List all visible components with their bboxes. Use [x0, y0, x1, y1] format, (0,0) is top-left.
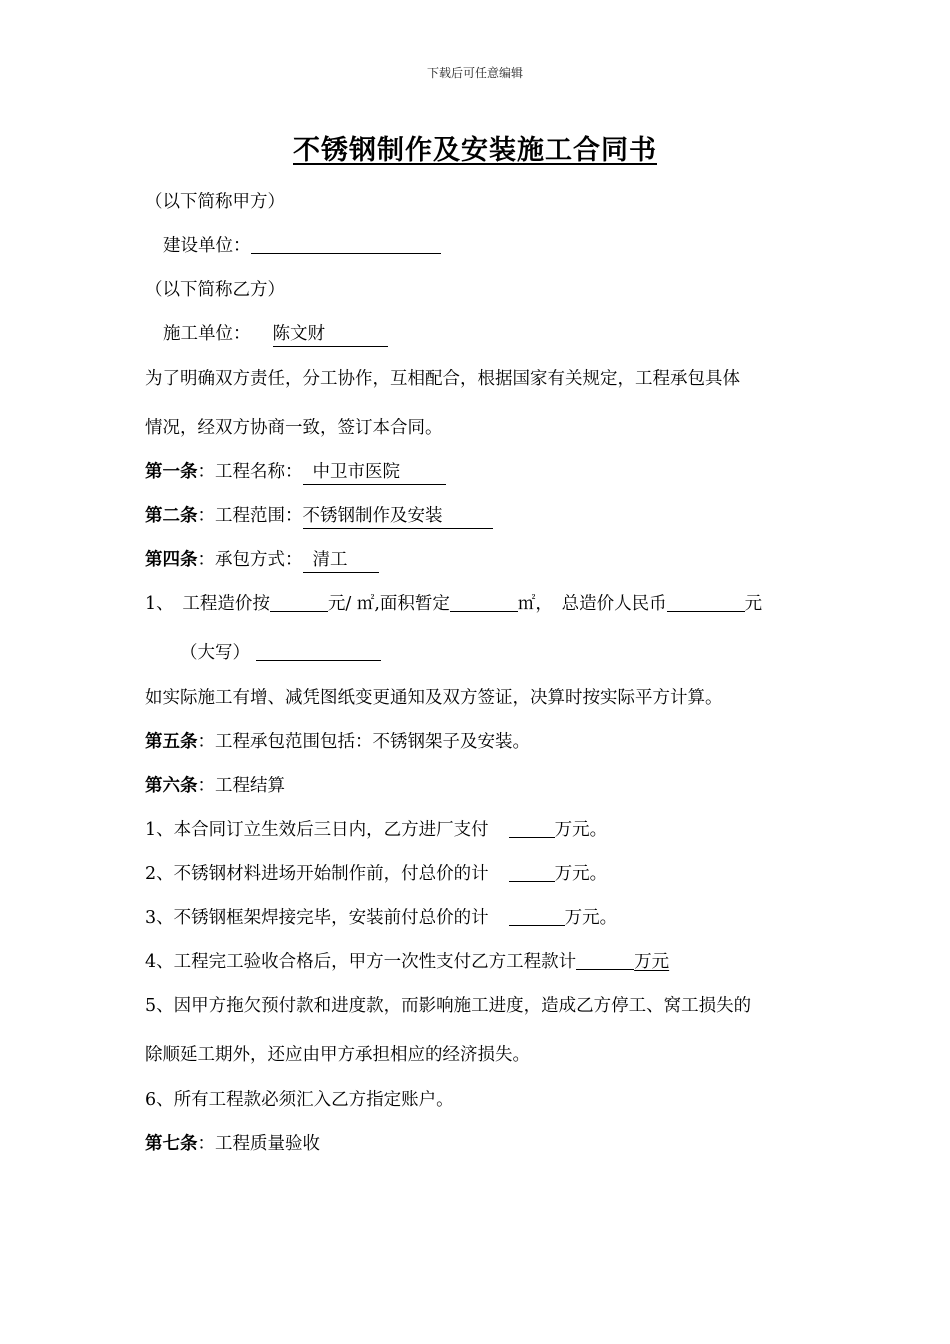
- payment-3-blank[interactable]: [509, 907, 565, 926]
- article-4: [145, 548, 379, 573]
- price-text-b: 元/ ㎡,面积暂定: [327, 594, 450, 614]
- payment-5-line-1: 5、因甲方拖欠预付款和进度款，而影响施工进度，造成乙方停工、窝工损失的: [145, 996, 752, 1016]
- party-b-row: [163, 322, 388, 347]
- party-b-label: 施工单位：: [163, 324, 251, 344]
- article-1: [145, 460, 446, 485]
- article-7-text: ：工程质量验收: [197, 1134, 320, 1154]
- article-6-text: ：工程结算: [197, 776, 285, 796]
- article-4-value: 清工: [303, 548, 379, 573]
- payment-1: [145, 818, 607, 842]
- payment-5-line-2: 除顺延工期外，还应由甲方承担相应的经济损失。: [145, 1045, 530, 1065]
- article-5: [145, 730, 530, 754]
- page-header: 下载后可任意编辑: [426, 66, 523, 80]
- payment-4-text: 4、工程完工验收合格后，甲方一次性支付乙方工程款计: [145, 952, 577, 972]
- change-note: 如实际施工有增、减凭图纸变更通知及双方签证，决算时按实际平方计算。: [145, 688, 723, 708]
- price-line: [145, 592, 762, 616]
- payment-1-text: 1、本合同订立生效后三日内，乙方进厂支付: [145, 820, 489, 840]
- article-5-text: ：工程承包范围包括：不锈钢架子及安装。: [197, 732, 530, 752]
- article-7: [145, 1132, 320, 1156]
- party-a-blank[interactable]: [251, 235, 441, 254]
- article-5-label: 第五条: [145, 732, 198, 752]
- article-2-label: 第二条: [145, 506, 198, 526]
- article-6: [145, 774, 285, 798]
- price-words-label: （大写）: [180, 643, 250, 663]
- payment-2-unit: 万元。: [554, 864, 608, 884]
- article-1-value: 中卫市医院: [303, 460, 446, 485]
- article-1-label: 第一条: [145, 462, 198, 482]
- intro-line-1: 为了明确双方责任，分工协作，互相配合，根据国家有关规定，工程承包具体: [145, 369, 740, 389]
- party-a-row: [163, 234, 441, 258]
- article-2: [145, 504, 493, 529]
- price-text-a: 1、 工程造价按: [145, 594, 270, 614]
- unit-price-blank[interactable]: [270, 593, 328, 612]
- payment-6: 6、所有工程款必须汇入乙方指定账户。: [145, 1090, 454, 1110]
- party-b-note: （以下简称乙方）: [145, 280, 285, 300]
- payment-3-text: 3、不锈钢框架焊接完毕，安装前付总价的计: [145, 908, 489, 928]
- article-2-value: 不锈钢制作及安装: [303, 504, 493, 529]
- party-a-note: （以下简称甲方）: [145, 192, 285, 212]
- article-6-label: 第六条: [145, 776, 198, 796]
- price-words-line: [180, 641, 381, 665]
- price-words-blank[interactable]: [256, 642, 381, 661]
- payment-4-blank[interactable]: [576, 951, 634, 970]
- payment-2-text: 2、不锈钢材料进场开始制作前，付总价的计: [145, 864, 489, 884]
- payment-3: [145, 906, 617, 930]
- article-4-label: 第四条: [145, 550, 198, 570]
- price-text-d: 元: [744, 594, 763, 614]
- price-text-c: ㎡， 总造价人民币: [517, 594, 667, 614]
- payment-2: [145, 862, 607, 886]
- article-2-text: ：工程范围：: [197, 506, 303, 526]
- payment-2-blank[interactable]: [509, 863, 555, 882]
- article-4-text: ：承包方式：: [197, 550, 303, 570]
- article-7-label: 第七条: [145, 1134, 198, 1154]
- article-1-text: ：工程名称：: [197, 462, 303, 482]
- total-price-blank[interactable]: [667, 593, 745, 612]
- intro-line-2: 情况，经双方协商一致，签订本合同。: [145, 418, 443, 438]
- party-b-value: 陈文财: [273, 322, 388, 347]
- payment-1-unit: 万元。: [554, 820, 608, 840]
- area-blank[interactable]: [450, 593, 518, 612]
- document-title: 不锈钢制作及安装施工合同书: [293, 135, 657, 166]
- payment-4: [145, 950, 669, 974]
- payment-3-unit: 万元。: [564, 908, 618, 928]
- party-a-label: 建设单位：: [163, 236, 251, 256]
- payment-1-blank[interactable]: [509, 819, 555, 838]
- payment-4-unit: 万元: [634, 952, 670, 972]
